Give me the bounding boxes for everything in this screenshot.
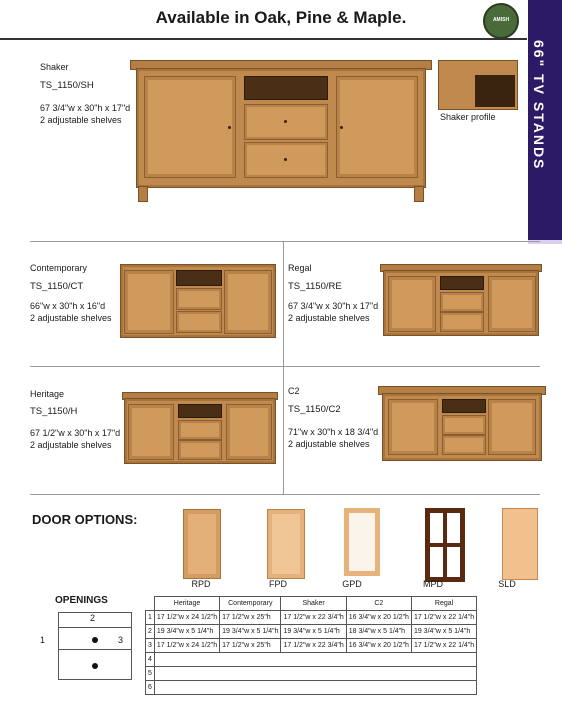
column-header: Heritage <box>154 597 219 611</box>
product-code-heritage: TS_1150/H <box>30 406 78 417</box>
product-code-contemporary: TS_1150/CT <box>30 281 84 292</box>
door-options-title: DOOR OPTIONS: <box>32 512 138 527</box>
product-shelves-c2: 2 adjustable shelves <box>288 439 370 449</box>
table-cell: 17 1/2"w x 22 3/4"h <box>281 639 346 653</box>
opening-dot <box>92 663 98 669</box>
header-divider <box>0 38 527 40</box>
table-cell: 16 3/4"w x 20 1/2"h <box>346 639 411 653</box>
shaker-profile-image <box>438 60 518 110</box>
product-shelves-contemporary: 2 adjustable shelves <box>30 313 112 323</box>
door-caption-fpd: FPD <box>269 579 287 589</box>
row-number: 3 <box>146 639 155 653</box>
product-name-regal: Regal <box>288 263 312 273</box>
table-cell <box>154 653 476 667</box>
column-divider <box>283 242 284 494</box>
door-caption-sld: SLD <box>498 579 516 589</box>
product-code-regal: TS_1150/RE <box>288 281 342 292</box>
table-cell: 17 1/2"w x 25"h <box>220 611 281 625</box>
table-cell: 19 3/4"w x 5 1/4"h <box>220 625 281 639</box>
table-row <box>146 667 477 681</box>
table-cell: 18 3/4"w x 5 1/4"h <box>346 625 411 639</box>
contemporary-cabinet-image <box>120 264 276 338</box>
table-cell: 17 1/2"w x 22 3/4"h <box>281 611 346 625</box>
regal-cabinet-image <box>380 264 542 340</box>
table-cell: 16 3/4"w x 20 1/2"h <box>346 611 411 625</box>
mpd-door-image <box>425 508 465 582</box>
row-number: 2 <box>146 625 155 639</box>
table-corner <box>146 597 155 611</box>
heritage-cabinet-image <box>122 392 278 466</box>
column-header: Contemporary <box>220 597 281 611</box>
table-row <box>146 681 477 695</box>
column-header: C2 <box>346 597 411 611</box>
row-number: 4 <box>146 653 155 667</box>
section-divider <box>30 366 540 367</box>
product-shelves-regal: 2 adjustable shelves <box>288 313 370 323</box>
table-row <box>146 639 477 653</box>
table-cell: 17 1/2"w x 25"h <box>220 639 281 653</box>
product-shelves-shaker: 2 adjustable shelves <box>40 115 122 125</box>
table-row <box>146 611 477 625</box>
page-title: Available in Oak, Pine & Maple. <box>155 8 407 27</box>
table-cell <box>154 667 476 681</box>
profile-caption: Shaker profile <box>440 112 496 122</box>
openings-title: OPENINGS <box>55 595 108 606</box>
product-name-contemporary: Contemporary <box>30 263 88 273</box>
product-dims-regal: 67 3/4"w x 30"h x 17"d <box>288 301 379 311</box>
table-row <box>146 653 477 667</box>
fpd-door-image <box>267 509 305 579</box>
table-header-row <box>146 597 477 611</box>
table-cell: 17 1/2"w x 24 1/2"h <box>154 611 219 625</box>
logo-text: AMISH <box>492 17 510 23</box>
category-sidebar <box>528 0 562 240</box>
brand-logo <box>483 3 519 39</box>
openings-size-table <box>145 596 477 695</box>
product-code-c2: TS_1150/C2 <box>288 404 341 415</box>
table-cell: 19 3/4"w x 5 1/4"h <box>281 625 346 639</box>
column-header: Shaker <box>281 597 346 611</box>
gpd-door-image <box>344 508 380 576</box>
product-code-shaker: TS_1150/SH <box>40 80 94 91</box>
opening-label-3: 3 <box>118 635 124 645</box>
table-row <box>146 625 477 639</box>
column-header: Regal <box>411 597 476 611</box>
row-number: 5 <box>146 667 155 681</box>
opening-label-1: 1 <box>40 635 46 645</box>
c2-cabinet-image <box>378 386 546 464</box>
product-dims-contemporary: 66"w x 30"h x 16"d <box>30 301 106 311</box>
table-cell: 17 1/2"w x 22 1/4"h <box>411 639 476 653</box>
product-name-heritage: Heritage <box>30 389 65 399</box>
table-cell: 19 3/4"w x 5 1/4"h <box>154 625 219 639</box>
product-shelves-heritage: 2 adjustable shelves <box>30 440 112 450</box>
rpd-door-image <box>183 509 221 579</box>
section-divider <box>30 494 540 495</box>
opening-label-2: 2 <box>90 613 96 623</box>
product-dims-heritage: 67 1/2"w x 30"h x 17"d <box>30 428 121 438</box>
opening-dot <box>92 637 98 643</box>
product-dims-shaker: 67 3/4"w x 30"h x 17"d <box>40 103 131 113</box>
product-dims-c2: 71"w x 30"h x 18 3/4"d <box>288 427 379 437</box>
door-caption-rpd: RPD <box>191 579 211 589</box>
door-caption-gpd: GPD <box>342 579 362 589</box>
table-cell <box>154 681 476 695</box>
row-number: 6 <box>146 681 155 695</box>
table-cell: 17 1/2"w x 22 1/4"h <box>411 611 476 625</box>
shaker-cabinet-image <box>130 60 432 202</box>
section-divider <box>30 241 540 242</box>
category-label: 66" TV STANDS <box>531 40 547 171</box>
table-cell: 17 1/2"w x 24 1/2"h <box>154 639 219 653</box>
sld-door-image <box>502 508 538 580</box>
table-cell: 19 3/4"w x 5 1/4"h <box>411 625 476 639</box>
product-name-c2: C2 <box>288 386 300 396</box>
product-name-shaker: Shaker <box>40 62 69 72</box>
door-caption-mpd: MPD <box>423 579 443 589</box>
row-number: 1 <box>146 611 155 625</box>
